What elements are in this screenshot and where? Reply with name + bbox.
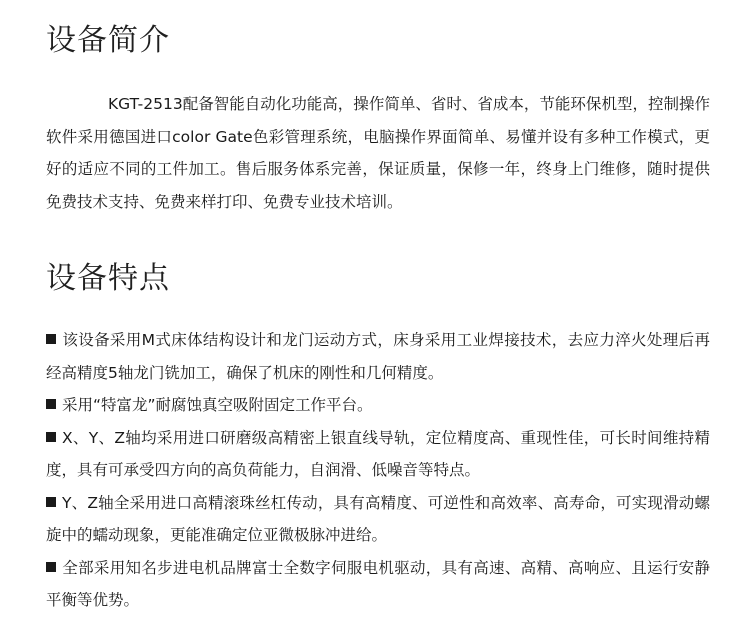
square-bullet-icon [46, 334, 56, 344]
feature-text: 该设备采用M式床体结构设计和龙门运动方式，床身采用工业焊接技术，去应力淬火处理后再经高精度5轴龙门铣加工，确保了机床的刚性和几何精度。 [46, 331, 710, 382]
feature-item [46, 389, 710, 422]
square-bullet-icon [46, 432, 56, 442]
feature-text: 全部采用知名步进电机品牌富士全数字伺服电机驱动，具有高速、高精、高响应、且运行安静平衡等优势。 [46, 558, 710, 609]
feature-item [46, 422, 710, 487]
feature-item [46, 552, 710, 617]
intro-paragraph: KGT-2513配备智能自动化功能高，操作简单、省时、省成本，节能环保机型，控制操作软件采用德国进口color Gate色彩管理系统，电脑操作界面简单、易懂并设有多种工作模式，更好的适应不同的工件加工。售后服务体系完善，保证质量，保修一年，终身上门维修，随时提供免费技术支持、免费来样打印、免费专业技术培训。 [46, 95, 710, 211]
features-list [46, 324, 710, 617]
features-section-title: 设备特点 [46, 261, 170, 296]
square-bullet-icon [46, 497, 56, 507]
feature-text: Y、Z轴全采用进口高精滚珠丝杠传动，具有高精度、可逆性和高效率、高寿命，可实现滑动螺旋中的蠕动现象，更能准确定位亚微极脉冲进给。 [46, 493, 710, 544]
feature-text: 采用“特富龙”耐腐蚀真空吸附固定工作平台。 [62, 396, 373, 414]
square-bullet-icon [46, 399, 56, 409]
square-bullet-icon [46, 562, 56, 572]
feature-item [46, 487, 710, 552]
feature-text: X、Y、Z轴均采用进口研磨级高精密上银直线导轨，定位精度高、重现性佳，可长时间维持精度，具有可承受四方向的高负荷能力，自润滑、低噪音等特点。 [46, 428, 710, 479]
intro-section-title: 设备简介 [46, 23, 170, 58]
feature-item [46, 324, 710, 389]
